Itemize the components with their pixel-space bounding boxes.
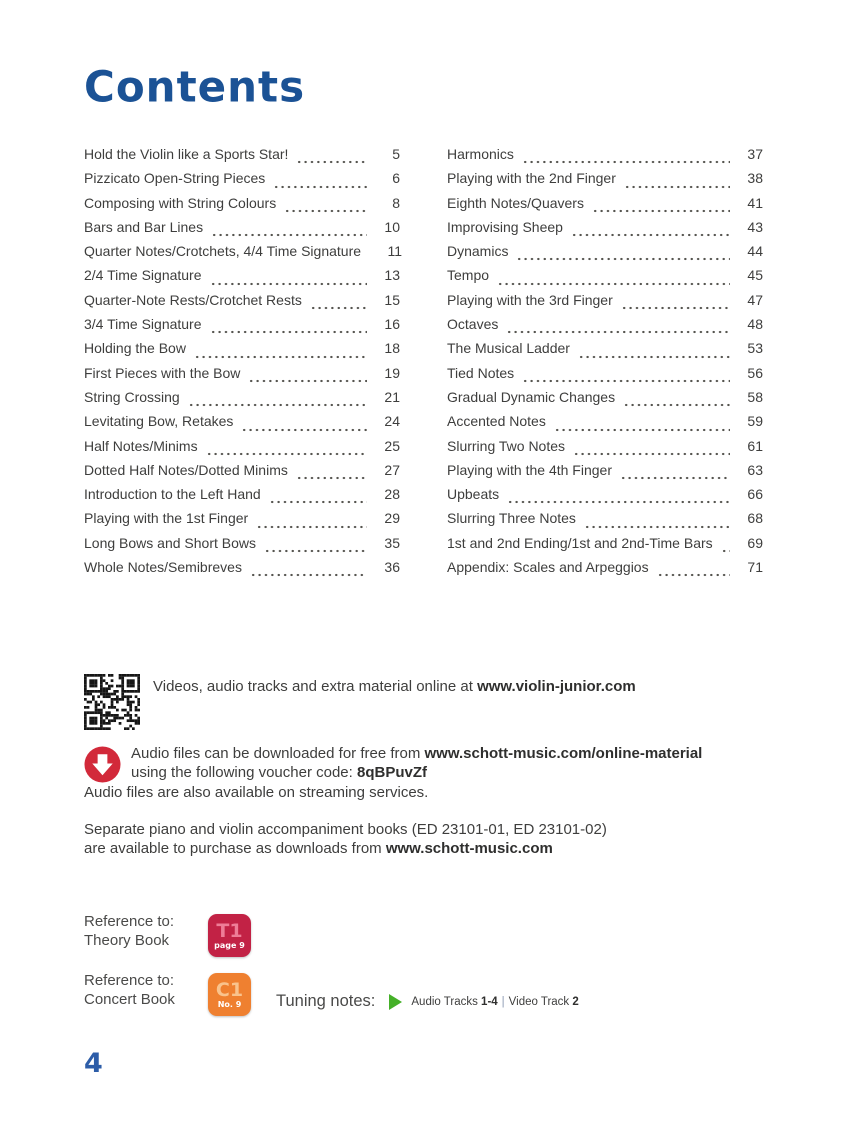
toc-entry[interactable] — [84, 535, 400, 559]
toc-entry-page: 41 — [747, 194, 763, 211]
toc-entry-title: Dotted Half Notes/Dotted Minims — [84, 461, 288, 478]
toc-entry[interactable] — [447, 292, 763, 316]
video-track-number: 2 — [572, 995, 579, 1008]
toc-entry-page: 63 — [747, 461, 763, 478]
toc-entry-page: 58 — [747, 388, 763, 405]
toc-entry[interactable] — [84, 486, 400, 510]
toc-entry-page: 56 — [747, 364, 763, 381]
play-icon[interactable] — [389, 994, 402, 1010]
toc-entry[interactable] — [447, 316, 763, 340]
dot-leader — [620, 462, 730, 486]
toc-entry[interactable] — [447, 438, 763, 462]
concert-reference-label: Reference to: Concert Book — [84, 972, 175, 1008]
dot-leader — [621, 292, 730, 316]
toc-entry-title: Playing with the 2nd Finger — [447, 170, 616, 187]
dot-leader — [250, 559, 367, 583]
toc-entry-title: Whole Notes/Semibreves — [84, 559, 242, 576]
toc-entry-title: Playing with the 4th Finger — [447, 461, 612, 478]
toc-entry-title: Slurring Two Notes — [447, 437, 566, 454]
theory-reference-label: Reference to: Theory Book — [84, 913, 175, 949]
toc-entry-page: 11 — [387, 243, 403, 260]
toc-entry-title: Slurring Three Notes — [447, 510, 576, 527]
toc-entry-title: Harmonics — [447, 146, 514, 162]
page-number: 4 — [84, 1048, 103, 1079]
toc-entry-page: 48 — [747, 316, 763, 333]
toc-entry[interactable] — [447, 413, 763, 437]
toc-entry-title: First Pieces with the Bow — [84, 364, 241, 381]
toc-entry[interactable] — [447, 559, 763, 583]
toc-entry-title: 1st and 2nd Ending/1st and 2nd-Time Bars — [447, 534, 713, 551]
toc-entry[interactable] — [447, 219, 763, 243]
toc-entry[interactable] — [84, 170, 400, 194]
toc-entry-title: The Musical Ladder — [447, 340, 570, 357]
dot-leader — [296, 146, 367, 170]
toc-entry-page: 21 — [384, 388, 400, 405]
theory-badge-page: page 9 — [214, 940, 245, 950]
dot-leader — [210, 267, 367, 291]
toc-entry-title: Long Bows and Short Bows — [84, 534, 256, 551]
toc-entry[interactable] — [447, 510, 763, 534]
toc-entry-title: Quarter Notes/Crotchets, 4/4 Time Signature — [84, 243, 362, 260]
violin-junior-url[interactable]: www.violin-junior.com — [477, 678, 636, 695]
audio-download-row — [84, 744, 702, 783]
toc-entry[interactable] — [447, 486, 763, 510]
dot-leader — [507, 486, 730, 510]
tuning-notes-row — [276, 992, 579, 1011]
toc-entry-page: 24 — [384, 413, 400, 430]
toc-entry[interactable] — [84, 316, 400, 340]
toc-entry-title: String Crossing — [84, 388, 180, 405]
toc-entry[interactable] — [84, 389, 400, 413]
toc-entry[interactable] — [84, 438, 400, 462]
toc-entry-page: 25 — [384, 437, 400, 454]
toc-entry-page: 38 — [747, 170, 763, 187]
dot-leader — [522, 365, 730, 389]
toc-entry[interactable] — [84, 267, 400, 291]
dot-leader — [310, 292, 367, 316]
toc-entry-page: 59 — [747, 413, 763, 430]
dot-leader — [194, 340, 367, 364]
toc-entry-title: Playing with the 1st Finger — [84, 510, 249, 527]
dot-leader — [623, 389, 730, 413]
toc-entry-page: 16 — [384, 316, 400, 333]
dot-leader — [256, 510, 367, 534]
toc-entry-title: Improvising Sheep — [447, 218, 563, 235]
toc-entry-title: Playing with the 3rd Finger — [447, 291, 613, 308]
dot-leader — [188, 389, 367, 413]
dot-leader — [721, 535, 730, 559]
toc-entry-title: Half Notes/Minims — [84, 437, 198, 454]
dot-leader — [497, 267, 730, 291]
toc-entry-title: Quarter-Note Rests/Crotchet Rests — [84, 291, 302, 308]
toc-entry[interactable] — [84, 340, 400, 364]
toc-entry-page: 28 — [384, 486, 400, 503]
toc-entry-title: Pizzicato Open-String Pieces — [84, 170, 266, 187]
toc-left-column — [84, 146, 403, 583]
toc-entry[interactable] — [84, 413, 400, 437]
toc-entry-page: 27 — [384, 461, 400, 478]
dot-leader — [584, 510, 730, 534]
online-material-row — [84, 674, 636, 730]
toc-entry-page: 6 — [392, 170, 400, 187]
download-icon — [84, 746, 121, 783]
schott-online-material-url[interactable]: www.schott-music.com/online-material — [424, 745, 703, 762]
page-title: Contents — [84, 61, 306, 112]
theory-book-reference — [84, 912, 251, 957]
dot-leader — [284, 195, 367, 219]
toc-entry[interactable] — [447, 170, 763, 194]
toc-entry-title: 3/4 Time Signature — [84, 316, 202, 333]
toc-entry-title: Levitating Bow, Retakes — [84, 413, 234, 430]
toc-entry-page: 36 — [384, 559, 400, 576]
accompaniment-line1: Separate piano and violin accompaniment books (ED 23101-01, ED 23101-02) — [84, 821, 607, 838]
dot-leader — [592, 195, 730, 219]
dot-leader — [296, 462, 367, 486]
dot-leader — [554, 413, 730, 437]
toc-entry[interactable] — [447, 389, 763, 413]
toc-entry-title: Accented Notes — [447, 413, 546, 430]
dot-leader — [516, 243, 730, 267]
toc-entry[interactable] — [84, 195, 400, 219]
schott-music-url[interactable]: www.schott-music.com — [385, 840, 553, 857]
table-of-contents — [84, 146, 763, 583]
toc-entry-page: 66 — [747, 486, 763, 503]
toc-entry-page: 5 — [392, 146, 400, 162]
toc-entry-title: Appendix: Scales and Arpeggios — [447, 559, 649, 576]
toc-entry-page: 44 — [747, 243, 763, 260]
concert-badge-number: No. 9 — [217, 999, 242, 1009]
toc-entry[interactable] — [84, 243, 403, 267]
toc-entry-page: 13 — [384, 267, 400, 284]
theory-badge-code: T1 — [216, 919, 243, 942]
tuning-track-info: Audio Tracks 1-4 | Video Track 2 — [411, 995, 579, 1008]
separator: | — [501, 995, 505, 1008]
toc-entry[interactable] — [84, 146, 400, 170]
toc-entry-page: 69 — [747, 534, 763, 551]
toc-entry-title: Tied Notes — [447, 364, 515, 381]
dot-leader — [573, 438, 730, 462]
dot-leader — [506, 316, 730, 340]
toc-entry-title: Upbeats — [447, 486, 500, 503]
toc-entry-title: Introduction to the Left Hand — [84, 486, 261, 503]
dot-leader — [264, 535, 367, 559]
toc-entry-title: Gradual Dynamic Changes — [447, 388, 616, 405]
toc-entry[interactable] — [447, 146, 763, 170]
toc-entry-title: Octaves — [447, 316, 499, 333]
online-material-text: Videos, audio tracks and extra material online at www.violin-junior.com — [153, 678, 636, 695]
dot-leader — [657, 559, 730, 583]
toc-entry-title: Hold the Violin like a Sports Star! — [84, 146, 289, 162]
toc-entry-page: 68 — [747, 510, 763, 527]
dot-leader — [269, 486, 367, 510]
toc-entry[interactable] — [447, 365, 763, 389]
dot-leader — [248, 365, 367, 389]
toc-entry-page: 8 — [392, 194, 400, 211]
toc-entry-title: Tempo — [447, 267, 490, 284]
toc-entry-page: 35 — [384, 534, 400, 551]
toc-entry[interactable] — [447, 340, 763, 364]
toc-entry[interactable] — [447, 462, 763, 486]
dot-leader — [210, 316, 367, 340]
dot-leader — [273, 170, 367, 194]
audio-track-numbers: 1-4 — [481, 995, 498, 1008]
toc-entry-title: Eighth Notes/Quavers — [447, 194, 584, 211]
toc-entry[interactable] — [84, 292, 400, 316]
dot-leader — [571, 219, 730, 243]
toc-entry[interactable] — [84, 510, 400, 534]
toc-entry[interactable] — [447, 535, 763, 559]
toc-entry[interactable] — [447, 243, 763, 267]
concert-book-badge[interactable] — [208, 973, 251, 1016]
concert-badge-code: C1 — [215, 978, 244, 1001]
dot-leader — [211, 219, 367, 243]
dot-leader — [206, 438, 367, 462]
toc-entry-page: 71 — [747, 559, 763, 576]
dot-leader — [578, 340, 730, 364]
dot-leader — [522, 146, 730, 170]
toc-entry[interactable] — [84, 365, 400, 389]
voucher-code: 8qBPuvZf — [356, 764, 427, 781]
toc-entry-title: 2/4 Time Signature — [84, 267, 202, 284]
toc-entry-title: Dynamics — [447, 243, 509, 260]
toc-entry[interactable] — [84, 462, 400, 486]
dot-leader — [241, 413, 367, 437]
toc-entry-page: 45 — [747, 267, 763, 284]
toc-entry-page: 19 — [384, 364, 400, 381]
toc-entry-page: 61 — [747, 437, 763, 454]
toc-entry-page: 10 — [384, 218, 400, 235]
toc-entry-title: Holding the Bow — [84, 340, 186, 357]
dot-leader — [624, 170, 730, 194]
audio-download-text: Audio files can be downloaded for free from www.schott-music.com/online-material using the following voucher code: 8qBPuvZf — [131, 745, 703, 781]
toc-entry[interactable] — [84, 559, 400, 583]
accompaniment-line2: are available to purchase as downloads from www.schott-music.com — [84, 840, 553, 857]
concert-book-reference — [84, 971, 251, 1016]
toc-entry[interactable] — [447, 267, 763, 291]
qr-code-icon[interactable] — [84, 674, 140, 730]
toc-right-column — [447, 146, 763, 583]
theory-book-badge[interactable] — [208, 914, 251, 957]
toc-entry-title: Bars and Bar Lines — [84, 218, 204, 235]
toc-entry-page: 29 — [384, 510, 400, 527]
toc-entry-page: 15 — [384, 291, 400, 308]
toc-entry-page: 18 — [384, 340, 400, 357]
tuning-notes-label: Tuning notes: — [276, 992, 376, 1010]
toc-entry-page: 47 — [747, 291, 763, 308]
toc-entry[interactable] — [84, 219, 400, 243]
toc-entry-page: 53 — [747, 340, 763, 357]
streaming-note: Audio files are also available on streaming services. — [84, 784, 429, 801]
toc-entry-page: 37 — [747, 146, 763, 162]
toc-entry[interactable] — [447, 195, 763, 219]
toc-entry-page: 43 — [747, 218, 763, 235]
toc-entry-title: Composing with String Colours — [84, 194, 277, 211]
accompaniment-note — [84, 820, 607, 858]
